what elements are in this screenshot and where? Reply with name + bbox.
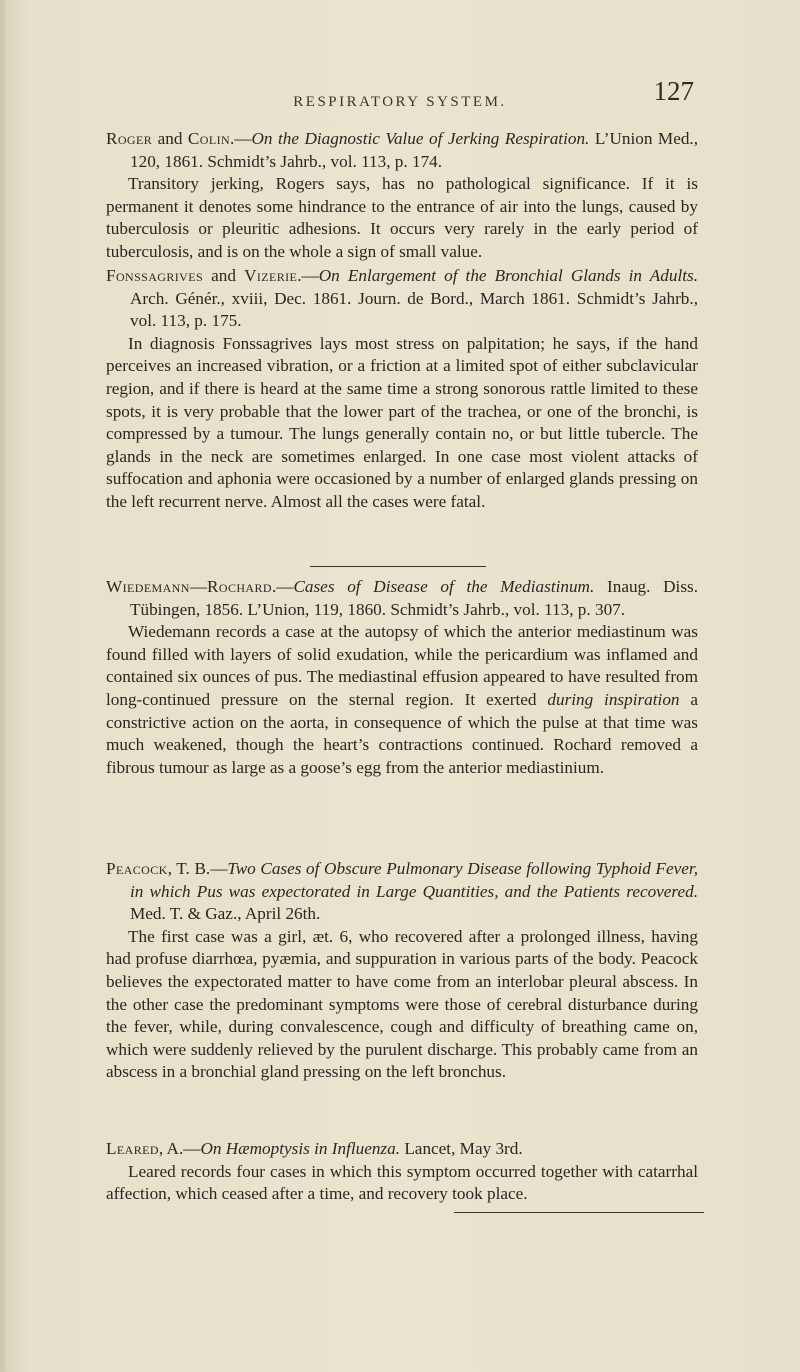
page-number: 127 xyxy=(653,76,694,106)
entry-dash: .— xyxy=(271,577,294,596)
entry-author-rest: , T. B. xyxy=(167,859,211,878)
page-header xyxy=(0,76,800,116)
entry-citation xyxy=(106,1138,698,1161)
entry-coauthor: Vizerie xyxy=(244,266,298,285)
entry-author-rest: , A. xyxy=(158,1139,184,1158)
entry-leared xyxy=(106,1138,698,1206)
entry-title: Cases of Disease of the Mediastinum. xyxy=(293,577,595,596)
entry-source: Lancet, May 3rd. xyxy=(400,1139,523,1158)
entry-coauthor: Rochard xyxy=(207,577,272,596)
entry-fonssagrives-vizerie xyxy=(106,265,698,514)
entry-title: Two Cases of Obscure Pulmonary Disease following Typhoid Fever, in which Pus was expectorated in Large Quantities, and the Patients recovered. xyxy=(130,859,698,901)
entry-dash: .— xyxy=(230,129,252,148)
end-rule xyxy=(454,1212,704,1213)
entry-peacock xyxy=(106,858,698,1084)
entry-author: Roger xyxy=(106,129,153,148)
entry-body: The first case was a girl, æt. 6, who recovered after a prolonged illness, having had profuse diarrhœa, pyæmia, and suppuration in various parts of the body. Peacock believes the expectorated matter to have come from an interlobar pleural abscess. In the other case the predominant symptoms were those of cerebral disturbance during the fever, while, during convalescence, cough and difficulty of breathing came on, which were suddenly relieved by the purulent discharge. This probably came from an abscess in a bronchial gland pressing on the left bronchus. xyxy=(106,926,698,1082)
entry-source: Med. T. & Gaz., April 26th. xyxy=(130,904,321,924)
entry-source: Inaug. Diss. Tübingen, 1856. L’Union, 119, 1860. Schmidt’s Jahrb., vol. 113, p. 307. xyxy=(130,577,699,619)
page-edge-shadow xyxy=(0,0,5,1372)
entry-citation xyxy=(106,265,698,333)
entry-author-rest: and xyxy=(203,266,245,285)
entry-author: Fonssagrives xyxy=(106,266,204,285)
entry-citation xyxy=(106,576,698,621)
entry-author-rest: — xyxy=(189,577,208,596)
section-divider xyxy=(310,566,486,567)
entry-roger-colin xyxy=(106,128,698,264)
running-head: RESPIRATORY SYSTEM. xyxy=(293,94,507,110)
entry-title: On Hæmoptysis in Influenza. xyxy=(200,1139,401,1158)
entry-wiedemann-rochard xyxy=(106,576,698,779)
entry-source: L’Union Med., 120, 1861. Schmidt’s Jahrb., vol. 113, p. 174. xyxy=(130,129,699,171)
entry-author: Peacock xyxy=(106,859,168,878)
entry-author: Wiedemann xyxy=(106,577,190,596)
entry-citation xyxy=(106,128,698,173)
entry-title: On the Diagnostic Value of Jerking Respiration. xyxy=(251,129,590,148)
entry-dash: .— xyxy=(297,266,319,285)
entry-author-rest: and xyxy=(152,129,188,148)
entry-body: Leared records four cases in which this symptom occurred together with catarrhal affection, which ceased after a time, and recovery took place. xyxy=(106,1161,698,1204)
entry-body xyxy=(106,621,698,779)
entry-title: On Enlargement of the Bronchial Glands in Adults. xyxy=(318,266,698,285)
entry-author: Leared xyxy=(106,1139,159,1158)
entry-dash: — xyxy=(210,859,228,878)
entry-dash: — xyxy=(183,1139,201,1158)
entry-body: Transitory jerking, Rogers says, has no pathological significance. If it is permanent it denotes some hindrance to the entrance of air into the lungs, caused by tuberculosis or pleuritic adhesions. It occurs very rarely in the early period of tuberculosis, and is on the whole a sign of small value. xyxy=(106,174,698,261)
entry-coauthor: Colin xyxy=(187,129,231,148)
entry-body: In diagnosis Fonssagrives lays most stress on palpitation; he says, if the hand perceives an increased vibration, or a friction at a limited spot of either subclavicular region, and if there is heard at the same time a strong sonorous rattle limited to these spots, it is very probable that the lower part of the trachea, or one of the bronchi, is compressed by a tumour. The lungs generally contain no, or but little tubercle. The glands in the neck are sometimes enlarged. In one case most violent attacks of suffocation and aphonia were occasioned by a number of enlarged glands pressing on the left recurrent nerve. Almost all the cases were fatal. xyxy=(106,333,698,511)
entry-citation xyxy=(106,858,698,926)
entry-source: Arch. Génér., xviii, Dec. 1861. Journ. de Bord., March 1861. Schmidt’s Jahrb., vol. 113, p. 175. xyxy=(130,288,698,331)
entry-body-emphasis: during inspiration xyxy=(547,689,680,709)
entry-body-part: Wiedemann records a case at the autopsy of which the anterior mediastinum was found filled with layers of solid exudation, while the pericardium was inflamed and contained six ounces of pus. The mediastinal effusion appeared to have resulted from long-continued pressure on the sternal region. It exerted xyxy=(106,622,698,709)
entry-body-part: a constrictive action on the aorta, in consequence of which the pulse at that time was much weakened, though the heart’s contractions continued. Rochard removed a fibrous tumour as large as a goose’s egg from the anterior mediastinium. xyxy=(106,689,698,777)
